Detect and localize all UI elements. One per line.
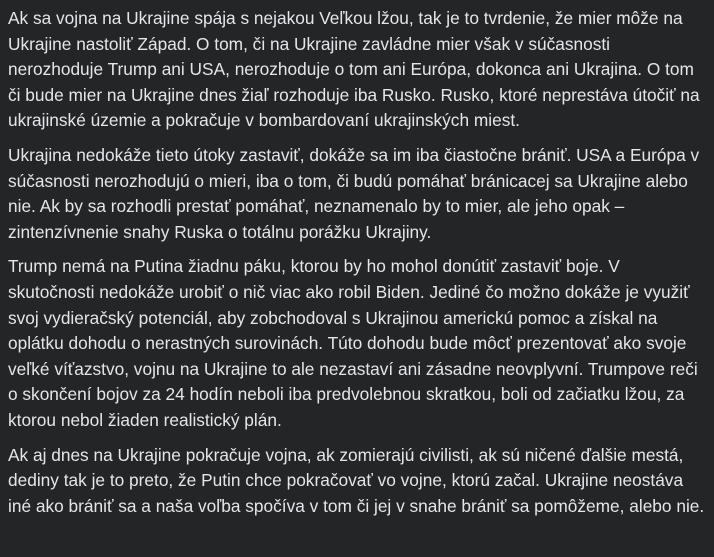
post-paragraph: Ukrajina nedokáže tieto útoky zastaviť, dokáže sa im iba čiastočne brániť. USA a Európa v súčasnosti nerozhodujú o mieri, iba o tom, či budú pomáhať bránicacej sa Ukrajine alebo nie. Ak by sa rozhodli prestať pomáhať, neznamenalo by to mier, ale jeho opak – zintenzívnenie snahy Ruska o totálnu porážku Ukrajiny.: [8, 144, 700, 242]
post-paragraph: Ak aj dnes na Ukrajine pokračuje vojna, ak zomierajú civilisti, ak sú ničené ďalšie mestá, dediny tak je to preto, že Putin chce pokračovať vo vojne, ktorú začal. Ukrajine neostáva iné ako brániť sa a naša voľba spočíva v tom či jej v snahe brániť sa pomôžeme, alebo nie.: [8, 444, 705, 516]
post-paragraph: Ak sa vojna na Ukrajine spája s nejakou Veľkou lžou, tak je to tvrdenie, že mier môže na Ukrajine nastoliť Západ. O tom, či na Ukrajine zavládne mier však v súčasnosti nerozhoduje Trump ani USA, nerozhoduje o tom ani Európa, dokonca ani Ukrajina. O tom či bude mier na Ukrajine dnes žiaľ rozhoduje iba Rusko. Rusko, ktoré neprestáva útočiť na ukrajinské územie a pokračuje v bombardovaní ukrajinských miest.: [8, 8, 700, 131]
post-paragraph: Trump nemá na Putina žiadnu páku, ktorou by ho mohol donútiť zastaviť boje. V skutočnosti nedokáže urobiť o nič viac ako robil Biden. Jediné čo možno dokáže je využiť svoj vydieračský potenciál, aby zobchodoval s Ukrajinou americkú pomoc a získal na oplátku dohodu o nerastných surovinách. Túto dohodu bude môcť prezentovať ako svoje veľké víťazstvo, vojnu na Ukrajine to ale nezastaví ani zásadne neovplyvní. Trumpove reči o skončení bojov za 24 hodín neboli iba predvolebnou skratkou, boli od začiatku lžou, za ktorou nebol žiaden realistický plán.: [8, 256, 698, 430]
